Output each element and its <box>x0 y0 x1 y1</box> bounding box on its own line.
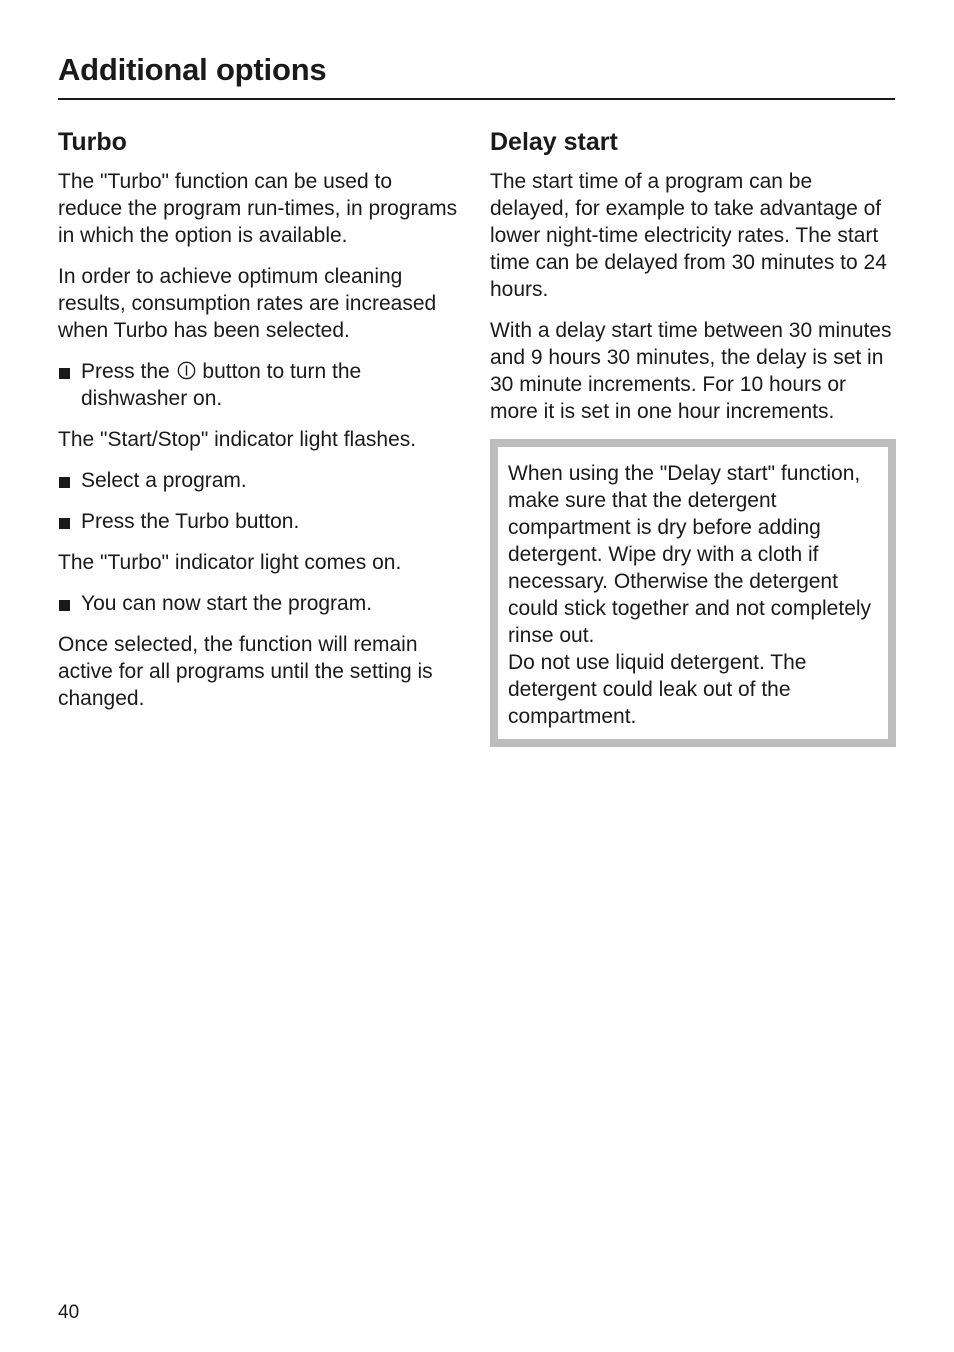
delay-start-note-box <box>490 439 896 747</box>
title-divider <box>58 98 895 100</box>
step-power-on-text-end: button to turn the dishwasher on. <box>81 360 362 410</box>
delay-start-para1: The start time of a program can be delayed, for example to take advantage of lower night-time electricity rates. The start time can be delayed from 30 minutes to 24 hours. <box>490 170 887 301</box>
turbo-section <box>58 126 458 726</box>
delay-start-heading: Delay start <box>490 128 618 156</box>
step-power-on <box>58 358 458 412</box>
delay-start-para2: With a delay start time between 30 minutes and 9 hours 30 minutes, the delay is set in 30 minute increments. For 10 hours or more it is set in one hour increments. <box>490 319 892 423</box>
step-power-on-text-start: Press the <box>81 360 170 383</box>
step-start-program: You can now start the program. <box>58 590 458 617</box>
delay-start-section <box>490 126 896 747</box>
note-no-liquid-detergent: Do not use liquid detergent. The detergent could leak out of the compartment. <box>508 651 807 728</box>
step-press-turbo: Press the Turbo button. <box>58 508 458 535</box>
page-title: Additional options <box>58 52 327 87</box>
page-number: 40 <box>58 1302 80 1323</box>
status-turbo-light-on: The "Turbo" indicator light comes on. <box>58 551 402 574</box>
step-select-program: Select a program. <box>58 467 458 494</box>
turbo-heading: Turbo <box>58 128 127 156</box>
turbo-closing: Once selected, the function will remain active for all programs until the setting is changed. <box>58 633 433 710</box>
power-button-icon <box>177 361 196 380</box>
status-start-stop-flashes: The "Start/Stop" indicator light flashes. <box>58 428 417 451</box>
turbo-cleaning-note: In order to achieve optimum cleaning results, consumption rates are increased when Turbo has been selected. <box>58 265 437 342</box>
note-dry-compartment: When using the "Delay start" function, make sure that the detergent compartment is dry before adding detergent. Wipe dry with a cloth if necessary. Otherwise the detergent could stick together and not completely rinse out. <box>508 462 872 647</box>
turbo-intro: The "Turbo" function can be used to reduce the program run-times, in programs in which the option is available. <box>58 170 458 247</box>
